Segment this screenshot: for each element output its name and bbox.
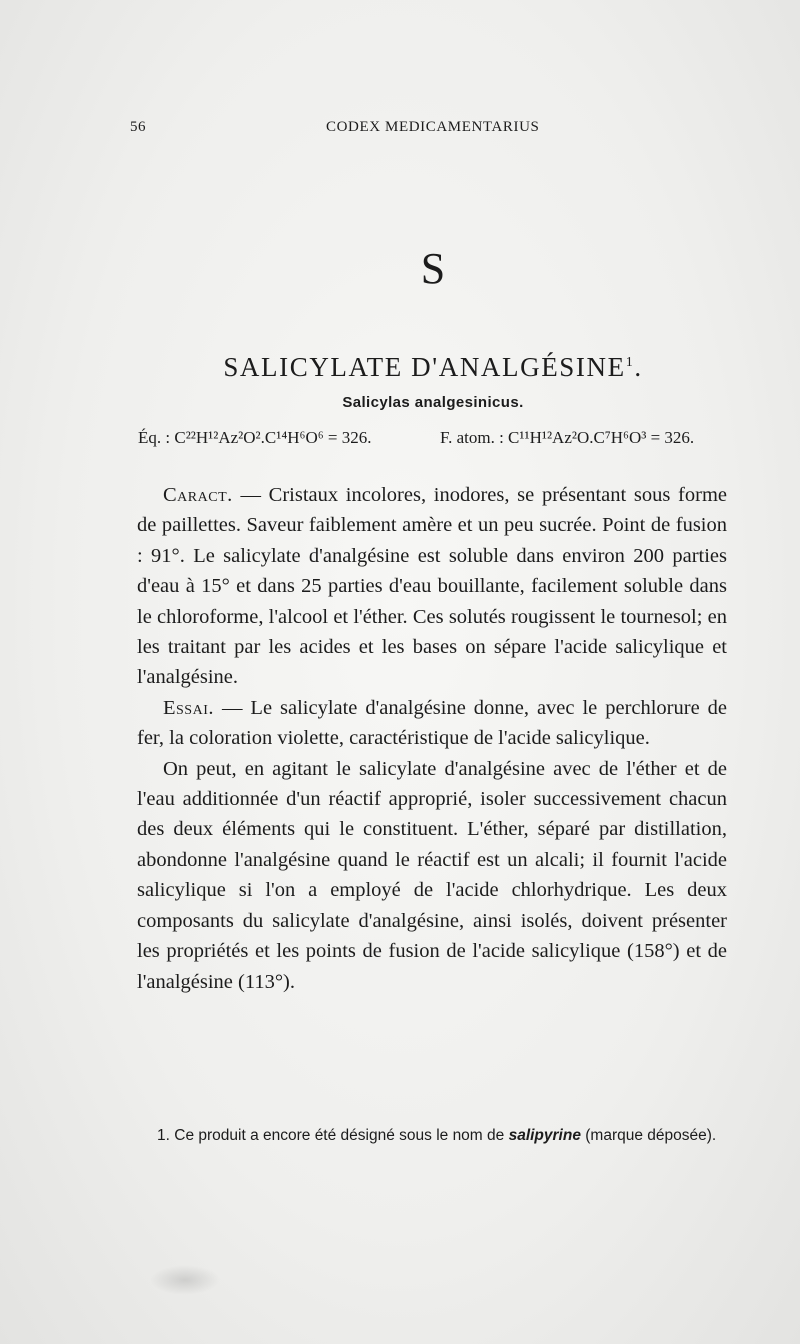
- footnote-reference: 1: [625, 355, 635, 370]
- footnote: [137, 1126, 727, 1146]
- article-title: SALICYLATE D'ANALGÉSINE$^1$.: [223, 352, 643, 382]
- latin-name: Salicylas analgesinicus.: [342, 394, 524, 411]
- caract-label: Caract.: [163, 484, 233, 506]
- footnote-emphasis: salipyrine: [508, 1127, 581, 1144]
- formula-equivalent: Éq. : C²²H¹²Az²O².C¹⁴H⁶O⁶ = 326.: [138, 428, 372, 447]
- footnote-text-after: (marque déposée).: [580, 1127, 717, 1144]
- footnote-marker: 1.: [157, 1127, 170, 1144]
- footnote-text-before: Ce produit a encore été désigné sous le nom de: [169, 1127, 509, 1144]
- formula-atomic: F. atom. : C¹¹H¹²Az²O.C⁷H⁶O³ = 326.: [440, 428, 695, 447]
- paragraph-separation: On peut, en agitant le salicylate d'analgésine avec de l'éther et de l'eau additionnée d'un réactif approprié, isoler successivement chacun des deux éléments qui le constituent. L'éther, séparé par distillation, abondonne l'analgésine quand le réactif est un alcali; il fournit l'acide salicylique si l'on a employé de l'acide chlorhydrique. Les deux composants du salicylate d'analgésine, ainsi isolés, doivent présenter les propriétés et les points de fusion de l'acide salicylique (158°) et de l'analgésine (113°).: [137, 757, 727, 993]
- article-title-text: SALICYLATE D'ANALGÉSINE: [223, 352, 626, 382]
- running-head: [130, 119, 730, 139]
- article-body: [137, 480, 727, 997]
- paragraph-caracteres: [137, 480, 727, 693]
- paragraph-essai: [137, 693, 727, 754]
- essai-label: Essai.: [163, 696, 214, 719]
- running-title: CODEX MEDICAMENTARIUS: [326, 119, 540, 135]
- caract-text: — Cristaux incolores, inodores, se présentant sous forme de paillettes. Saveur faiblement amère et un peu sucrée. Point de fusion : 91°. Le salicylate d'analgésine est soluble dans environ 200 parties d'eau à 15° et dans 25 parties d'eau bouillante, facilement soluble dans le chloroforme, l'alcool et l'éther. Ces solutés rougissent le tournesol; en les traitant par les acides et les bases on sépare l'acide salicylique et l'analgésine.: [137, 484, 727, 689]
- paper-stain: [150, 1265, 220, 1295]
- essai-text: — Le salicylate d'analgésine donne, avec le perchlorure de fer, la coloration violette, caractéristique de l'acide salicylique.: [137, 696, 727, 750]
- section-letter: S: [420, 244, 446, 293]
- page-number: 56: [130, 119, 146, 135]
